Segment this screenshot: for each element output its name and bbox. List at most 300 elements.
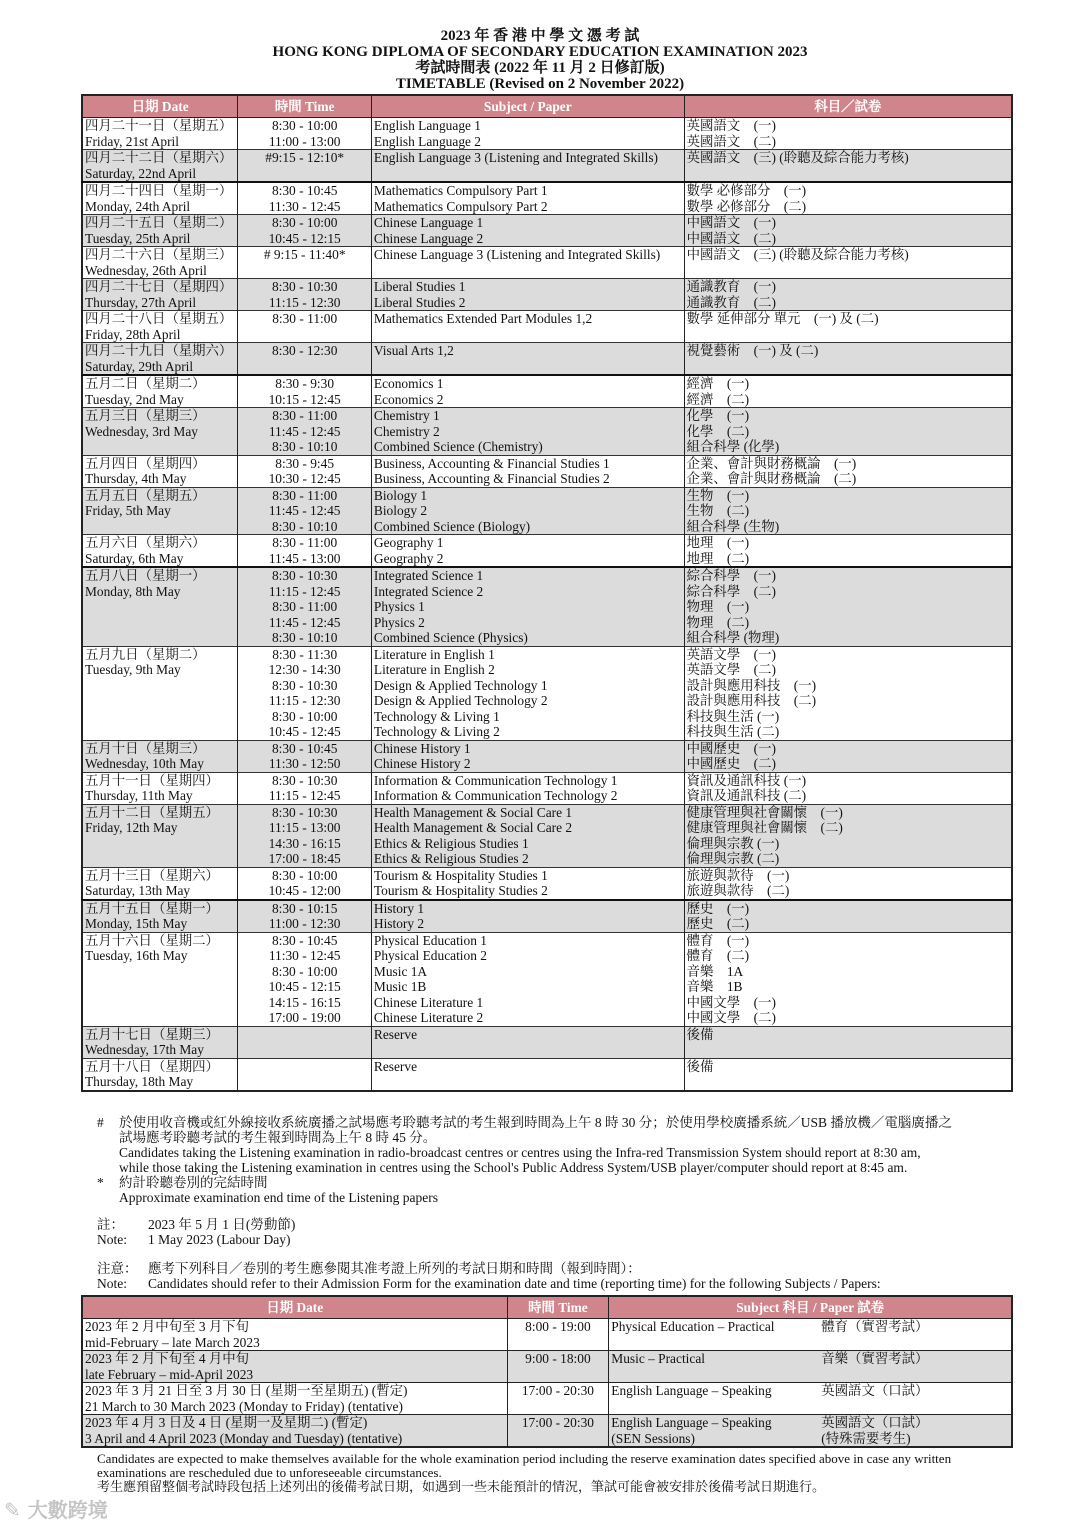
subject-cell xyxy=(371,150,684,183)
practical-time-cell xyxy=(507,1319,609,1351)
cell-line: Monday, 24th April xyxy=(85,198,191,214)
time-cell xyxy=(238,455,371,487)
cell-line: 11:45 - 12:45 xyxy=(268,503,341,518)
subject-zh-cell xyxy=(684,150,1012,183)
cell-line: 中國文學 (二) xyxy=(686,1010,776,1025)
subject-cell xyxy=(371,630,684,646)
table-row xyxy=(82,519,1012,535)
cell-line: 中國語文 (一) xyxy=(686,215,776,230)
cell-line: 五月二日（星期二） xyxy=(85,376,206,391)
cell-line: 8:30 - 10:00 xyxy=(271,867,338,883)
cell-line: Wednesday, 17th May xyxy=(85,1042,204,1057)
subject-cell xyxy=(371,678,684,709)
cell-line: 健康管理與社會關懷 (一) xyxy=(686,804,843,820)
time-cell xyxy=(238,964,371,995)
practical-subject-cell xyxy=(609,1415,1012,1448)
cell-line: 歷史 (二) xyxy=(686,916,750,931)
table-row xyxy=(82,1058,1012,1091)
subject-zh-cell xyxy=(684,678,1012,709)
subject-zh-cell xyxy=(684,247,1012,279)
cell-line: Wednesday, 3rd May xyxy=(85,423,198,439)
time-cell xyxy=(238,343,371,376)
cell-line: Visual Arts 1,2 xyxy=(373,343,454,358)
cell-line: 五月十七日（星期三） xyxy=(85,1026,219,1042)
time-cell xyxy=(238,487,371,519)
subject-zh-cell xyxy=(684,487,1012,519)
cell-line: Technology & Living 1 xyxy=(373,708,500,724)
cell-line: 五月五日（星期五） xyxy=(85,487,206,503)
cell-line: 五月十一日（星期四） xyxy=(85,772,219,788)
subject-zh-cell xyxy=(684,740,1012,772)
cell-line: 五月十八日（星期四） xyxy=(85,1058,219,1074)
cell-line: 14:15 - 16:15 xyxy=(268,994,341,1010)
cell-line: 通識教育 (二) xyxy=(686,294,776,310)
date-cell xyxy=(82,279,238,311)
time-cell xyxy=(238,439,371,455)
note-zh: 2023 年 5 月 1 日(勞動節) xyxy=(148,1217,296,1232)
date-cell xyxy=(82,709,238,741)
subject-cell xyxy=(371,439,684,455)
cell-line: Literature in English 1 xyxy=(373,646,495,662)
cell-line: Monday, 8th May xyxy=(85,583,181,599)
subject-cell xyxy=(371,900,684,933)
cell-line: Reserve xyxy=(373,1026,418,1042)
date-cell xyxy=(82,646,238,678)
cell-line: 8:30 - 10:10 xyxy=(271,630,338,645)
subject-cell xyxy=(371,487,684,519)
notes xyxy=(97,1115,1017,1291)
subject-zh-cell xyxy=(684,311,1012,343)
subject-zh-cell xyxy=(684,182,1012,215)
subject-cell xyxy=(371,804,684,836)
cell-line: Friday, 21st April xyxy=(85,133,179,149)
table-row xyxy=(82,995,1012,1027)
cell-line: 中國語文 (二) xyxy=(686,230,776,246)
practical-time-cell xyxy=(507,1415,609,1448)
cell-line: 旅遊與款待 (一) xyxy=(686,867,790,883)
practical-subject-cell xyxy=(609,1351,1012,1383)
cell-line: 8:30 - 10:45 xyxy=(271,183,338,198)
cell-line: 12:30 - 14:30 xyxy=(268,662,341,677)
cell-line: English Language 1 xyxy=(373,118,482,133)
cell-line: Saturday, 22nd April xyxy=(85,165,197,181)
cell-line: 11:45 - 12:45 xyxy=(268,614,341,630)
cell-line: 10:30 - 12:45 xyxy=(268,471,341,486)
table-row xyxy=(82,932,1012,964)
cell-line: 體育 (二) xyxy=(686,948,750,963)
subject-zh-cell xyxy=(684,519,1012,535)
cell-line: Design & Applied Technology 2 xyxy=(373,693,548,708)
cell-line: 經濟 (二) xyxy=(686,391,750,407)
cell-line: 11:30 - 12:50 xyxy=(268,756,341,771)
subject-zh-cell xyxy=(684,343,1012,376)
practical-date-cell xyxy=(82,1351,507,1383)
time-cell xyxy=(238,804,371,836)
date-cell xyxy=(82,804,238,836)
cell-line: English Language 2 xyxy=(373,133,482,149)
cell-line: 英國語文（口試） xyxy=(821,1415,929,1430)
subject-zh-cell xyxy=(684,630,1012,646)
time-cell xyxy=(238,599,371,630)
subject-cell xyxy=(371,709,684,741)
cell-line: Saturday, 29th April xyxy=(85,358,194,374)
cell-line: History 1 xyxy=(373,900,425,916)
cell-line: 8:30 - 10:45 xyxy=(271,740,338,756)
time-cell xyxy=(238,932,371,964)
practical-subject-cell xyxy=(609,1383,1012,1415)
date-cell xyxy=(82,439,238,455)
subject-cell xyxy=(371,1026,684,1058)
subject-zh-cell xyxy=(684,772,1012,804)
cell-line: Thursday, 11th May xyxy=(85,788,193,803)
cell-line: 11:15 - 12:45 xyxy=(268,788,341,803)
cell-line: Combined Science (Physics) xyxy=(373,630,528,645)
cell-line: 資訊及通訊科技 (二) xyxy=(686,788,807,803)
cell-line: 英國語文 (三) (聆聽及綜合能力考核) xyxy=(686,150,909,165)
cell-line: Business, Accounting & Financial Studies 1 xyxy=(373,455,610,471)
date-cell xyxy=(82,247,238,279)
header-title-en: HONG KONG DIPLOMA OF SECONDARY EDUCATION EXAMINATION 2023 xyxy=(272,44,808,60)
time-cell xyxy=(238,646,371,678)
practical-subject-en xyxy=(611,1351,821,1367)
practical-subject-zh xyxy=(821,1319,928,1335)
table-row xyxy=(82,311,1012,343)
star-note-en: Approximate examination end time of the Listening papers xyxy=(119,1190,439,1205)
subject-cell xyxy=(371,772,684,804)
cell-line: 8:30 - 10:10 xyxy=(271,439,338,454)
subject-cell xyxy=(371,215,684,247)
cell-line: 數學 必修部分 (一) xyxy=(686,183,807,198)
cell-line: Geography 1 xyxy=(373,535,444,550)
cell-line: 8:30 - 10:10 xyxy=(271,518,338,534)
cell-line: 資訊及通訊科技 (一) xyxy=(686,772,807,788)
cell-line: 21 March to 30 March 2023 (Monday to Friday) (tentative) xyxy=(85,1398,403,1414)
practical-date-cell xyxy=(82,1383,507,1415)
date-cell xyxy=(82,867,238,900)
practical-subject-cell xyxy=(609,1319,1012,1351)
subject-cell xyxy=(371,182,684,215)
cell-line: 四月二十一日（星期五） xyxy=(85,118,233,133)
cell-line: 8:30 - 10:30 xyxy=(271,568,338,583)
cell-line: Thursday, 27th April xyxy=(85,294,197,310)
practical-date-cell xyxy=(82,1319,507,1351)
cell-line: 17:00 - 18:45 xyxy=(268,851,341,866)
date-cell xyxy=(82,408,238,440)
practical-subject-en xyxy=(611,1383,821,1399)
time-cell xyxy=(238,836,371,868)
table-row xyxy=(82,150,1012,183)
cell-line: 組合科學 (物理) xyxy=(686,630,780,645)
cell-line: Music 1B xyxy=(373,979,427,994)
cell-line: Tuesday, 16th May xyxy=(85,948,188,963)
cell-line: 數學 必修部分 (二) xyxy=(686,198,807,214)
subject-cell xyxy=(371,932,684,964)
subject-zh-cell xyxy=(684,1058,1012,1091)
header-title-zh: 2023 年 香 港 中 學 文 憑 考 試 xyxy=(440,28,640,44)
cell-line: 8:30 - 10:15 xyxy=(271,900,338,916)
cell-line: 11:15 - 12:30 xyxy=(268,294,341,310)
cell-line: 11:30 - 12:45 xyxy=(268,198,341,214)
subject-cell xyxy=(371,995,684,1027)
cell-line: 2023 年 3 月 21 日至 3 月 30 日 (星期一至星期五) (暫定) xyxy=(85,1383,408,1398)
hash-note-zh-2: 試場應考聆聽考試的考生報到時間為上午 8 時 45 分。 xyxy=(119,1130,437,1145)
cell-line: 8:30 - 10:30 xyxy=(271,279,338,294)
cell-line: Geography 2 xyxy=(373,550,444,566)
cell-line: Design & Applied Technology 1 xyxy=(373,677,548,693)
subject-zh-cell xyxy=(684,932,1012,964)
subject-zh-cell xyxy=(684,646,1012,678)
cell-line: 五月四日（星期四） xyxy=(85,455,206,471)
time-cell xyxy=(238,311,371,343)
cell-line: 8:30 - 11:00 xyxy=(272,535,338,550)
cell-line: 音樂（實習考試） xyxy=(821,1351,929,1366)
cell-line: 音樂 1A xyxy=(686,963,744,979)
subject-zh-cell xyxy=(684,215,1012,247)
cell-line: 物理 (一) xyxy=(686,599,750,614)
cell-line: 10:15 - 12:45 xyxy=(268,391,341,407)
date-cell xyxy=(82,836,238,868)
cell-line: 四月二十九日（星期六） xyxy=(85,343,233,358)
cell-line: 11:00 - 13:00 xyxy=(268,133,341,149)
subject-zh-cell xyxy=(684,995,1012,1027)
cell-line: 8:30 - 9:45 xyxy=(275,455,335,471)
date-cell xyxy=(82,118,238,150)
cell-line: Friday, 28th April xyxy=(85,326,181,342)
table-row xyxy=(82,279,1012,311)
star-note-zh: 約計聆聽卷別的完結時間 xyxy=(119,1175,268,1190)
date-cell xyxy=(82,343,238,376)
cell-line: 組合科學 (生物) xyxy=(686,518,780,534)
subject-zh-cell xyxy=(684,709,1012,741)
date-cell xyxy=(82,215,238,247)
subject-zh-cell xyxy=(684,118,1012,150)
time-cell xyxy=(238,247,371,279)
cell-line: Business, Accounting & Financial Studies 2 xyxy=(373,471,610,486)
cell-line: 物理 (二) xyxy=(686,614,750,630)
practical-subject-zh xyxy=(821,1351,928,1367)
cell-line: 設計與應用科技 (二) xyxy=(686,693,817,708)
date-cell xyxy=(82,375,238,408)
practical-row xyxy=(82,1351,1012,1383)
footer xyxy=(97,1452,1017,1494)
cell-line: Chemistry 1 xyxy=(373,408,440,423)
table-row xyxy=(82,343,1012,376)
time-cell xyxy=(238,995,371,1027)
cell-line: 10:45 - 12:15 xyxy=(268,979,341,994)
date-cell xyxy=(82,150,238,183)
table-row xyxy=(82,900,1012,933)
cell-line: 設計與應用科技 (一) xyxy=(686,677,817,693)
subject-cell xyxy=(371,535,684,568)
cell-line: 英國語文 (二) xyxy=(686,133,776,149)
attn-en: Candidates should refer to their Admission Form for the examination date and time (reporting time) for the following Subjects / Papers: xyxy=(148,1276,881,1291)
table-row xyxy=(82,678,1012,709)
cell-line: English Language – Speaking xyxy=(611,1383,772,1398)
cell-line: Literature in English 2 xyxy=(373,662,495,677)
subject-cell xyxy=(371,408,684,440)
date-cell xyxy=(82,1026,238,1058)
subject-zh-cell xyxy=(684,439,1012,455)
hash-mark: # xyxy=(97,1115,104,1130)
cell-line: 8:00 - 19:00 xyxy=(525,1319,591,1334)
cell-line: 五月十三日（星期六） xyxy=(85,867,219,883)
table-row xyxy=(82,836,1012,868)
cell-line: Friday, 12th May xyxy=(85,820,178,835)
subject-cell xyxy=(371,740,684,772)
cell-line: 英語文學 (二) xyxy=(686,662,776,677)
date-cell xyxy=(82,678,238,709)
attn-zh: 應考下列科目／卷別的考生應參閱其准考證上所列的考試日期和時間（報到時間）： xyxy=(148,1261,641,1276)
practical-col-subject: Subject 科目 / Paper 試卷 xyxy=(609,1296,1012,1319)
time-cell xyxy=(238,630,371,646)
subject-zh-cell xyxy=(684,599,1012,630)
cell-line: 四月二十七日（星期四） xyxy=(85,279,233,294)
subject-cell xyxy=(371,279,684,311)
date-cell xyxy=(82,772,238,804)
subject-cell xyxy=(371,867,684,900)
subject-cell xyxy=(371,836,684,868)
cell-line: History 2 xyxy=(373,916,425,931)
date-cell xyxy=(82,455,238,487)
table-row xyxy=(82,487,1012,519)
cell-line: 倫理與宗教 (一) xyxy=(686,835,780,851)
subject-zh-cell xyxy=(684,900,1012,933)
table-row xyxy=(82,455,1012,487)
cell-line: Information & Communication Technology 2 xyxy=(373,788,618,803)
cell-line: 體育 (一) xyxy=(686,932,750,948)
cell-line: mid-February – late March 2023 xyxy=(85,1334,260,1350)
hash-note-zh-1: 於使用收音機或紅外線接收系統廣播之試場應考聆聽考試的考生報到時間為上午 8 時 30 分；於使用學校廣播系統／USB 播放機／電腦廣播之 xyxy=(119,1115,952,1130)
practical-time-cell xyxy=(507,1351,609,1383)
watermark xyxy=(4,1494,108,1523)
table-row xyxy=(82,1026,1012,1058)
time-cell xyxy=(238,709,371,741)
cell-line: Ethics & Religious Studies 2 xyxy=(373,851,529,866)
hash-note-en-2: while those taking the Listening examination in centres using the School's Public Address System/USB player/computer should report at 8:45 am. xyxy=(119,1160,908,1175)
subject-zh-cell xyxy=(684,455,1012,487)
cell-line: 8:30 - 11:00 xyxy=(272,487,338,503)
cell-line: 四月二十六日（星期三） xyxy=(85,247,233,262)
cell-line: 五月三日（星期三） xyxy=(85,408,206,423)
cell-line: 2023 年 4 月 3 日及 4 日 (星期一及星期二) (暫定) xyxy=(85,1415,368,1430)
cell-line: Integrated Science 2 xyxy=(373,583,484,599)
cell-line: 英國語文 (一) xyxy=(686,118,776,133)
cell-line: 11:15 - 12:30 xyxy=(268,693,341,708)
cell-line: 四月二十八日（星期五） xyxy=(85,311,233,326)
cell-line: Physics 2 xyxy=(373,614,425,630)
note-en: 1 May 2023 (Labour Day) xyxy=(148,1232,291,1247)
cell-line: 11:15 - 12:45 xyxy=(268,583,341,599)
cell-line: Tuesday, 25th April xyxy=(85,230,191,246)
cell-line: 2023 年 2 月下旬至 4 月中旬 xyxy=(85,1351,250,1366)
cell-line: Tourism & Hospitality Studies 2 xyxy=(373,883,548,898)
cell-line: 中國歷史 (一) xyxy=(686,740,776,756)
cell-line: English Language – Speaking xyxy=(611,1415,772,1430)
cell-line: 生物 (一) xyxy=(686,487,750,503)
cell-line: Thursday, 18th May xyxy=(85,1074,194,1089)
cell-line: 生物 (二) xyxy=(686,503,750,518)
table-row xyxy=(82,740,1012,772)
subject-cell xyxy=(371,964,684,995)
practical-date-cell xyxy=(82,1415,507,1448)
table-row xyxy=(82,182,1012,215)
table-row xyxy=(82,772,1012,804)
table-row xyxy=(82,804,1012,836)
cell-line: 五月十日（星期三） xyxy=(85,740,206,756)
cell-line: 音樂 1B xyxy=(686,979,743,994)
date-cell xyxy=(82,567,238,599)
time-cell xyxy=(238,1058,371,1091)
cell-line: 8:30 - 10:00 xyxy=(271,963,338,979)
date-cell xyxy=(82,182,238,215)
time-cell xyxy=(238,150,371,183)
table-row xyxy=(82,867,1012,900)
cell-line: 中國語文 (三) (聆聽及綜合能力考核) xyxy=(686,247,909,262)
cell-line: 後備 xyxy=(686,1026,714,1042)
cell-line: Chinese Language 2 xyxy=(373,230,484,246)
cell-line: Chinese Literature 2 xyxy=(373,1010,484,1025)
subject-zh-cell xyxy=(684,836,1012,868)
date-cell xyxy=(82,964,238,995)
table-row xyxy=(82,375,1012,408)
cell-line: Information & Communication Technology 1 xyxy=(373,772,618,788)
date-cell xyxy=(82,535,238,568)
subject-zh-cell xyxy=(684,535,1012,568)
cell-line: 地理 (一) xyxy=(686,535,750,550)
cell-line: 企業、會計與財務概論 (二) xyxy=(686,471,857,486)
cell-line: Thursday, 4th May xyxy=(85,471,187,486)
cell-line: 8:30 - 10:45 xyxy=(271,932,338,948)
header-subtitle-zh: 考試時間表 (2022 年 11 月 2 日修訂版) xyxy=(415,60,665,76)
practical-row xyxy=(82,1415,1012,1448)
date-cell xyxy=(82,932,238,964)
cell-line: Wednesday, 26th April xyxy=(85,262,207,278)
cell-line: 英語文學 (一) xyxy=(686,646,776,662)
cell-line: 旅遊與款待 (二) xyxy=(686,883,790,898)
time-cell xyxy=(238,1026,371,1058)
cell-line: Tourism & Hospitality Studies 1 xyxy=(373,867,548,883)
cell-line: 四月二十五日（星期二） xyxy=(85,215,233,230)
col-date: 日期 Date xyxy=(82,95,238,118)
cell-line: 四月二十四日（星期一） xyxy=(85,183,233,198)
col-time: 時間 Time xyxy=(238,95,371,118)
cell-line: 10:45 - 12:15 xyxy=(268,230,341,246)
table-row xyxy=(82,599,1012,630)
cell-line: Economics 2 xyxy=(373,391,444,407)
subject-cell xyxy=(371,567,684,599)
timetable-header xyxy=(82,95,1012,118)
cell-line: Liberal Studies 1 xyxy=(373,279,466,294)
cell-line: (特殊需要考生) xyxy=(821,1430,911,1446)
time-cell xyxy=(238,867,371,900)
cell-line: 歷史 (一) xyxy=(686,900,750,916)
time-cell xyxy=(238,567,371,599)
table-row xyxy=(82,118,1012,150)
cell-line: Chinese Language 1 xyxy=(373,215,484,230)
table-row xyxy=(82,535,1012,568)
time-cell xyxy=(238,900,371,933)
attn-en-label: Note: xyxy=(97,1276,127,1291)
watermark-icon: ✎ xyxy=(4,1498,28,1522)
date-cell xyxy=(82,1058,238,1091)
cell-line: 17:00 - 20:30 xyxy=(521,1383,594,1398)
cell-line: 五月六日（星期六） xyxy=(85,535,206,550)
table-row xyxy=(82,709,1012,741)
cell-line: 8:30 - 10:30 xyxy=(271,772,338,788)
cell-line: Chinese History 2 xyxy=(373,756,471,771)
cell-line: # 9:15 - 11:40* xyxy=(263,247,346,262)
cell-line: Friday, 5th May xyxy=(85,503,171,518)
